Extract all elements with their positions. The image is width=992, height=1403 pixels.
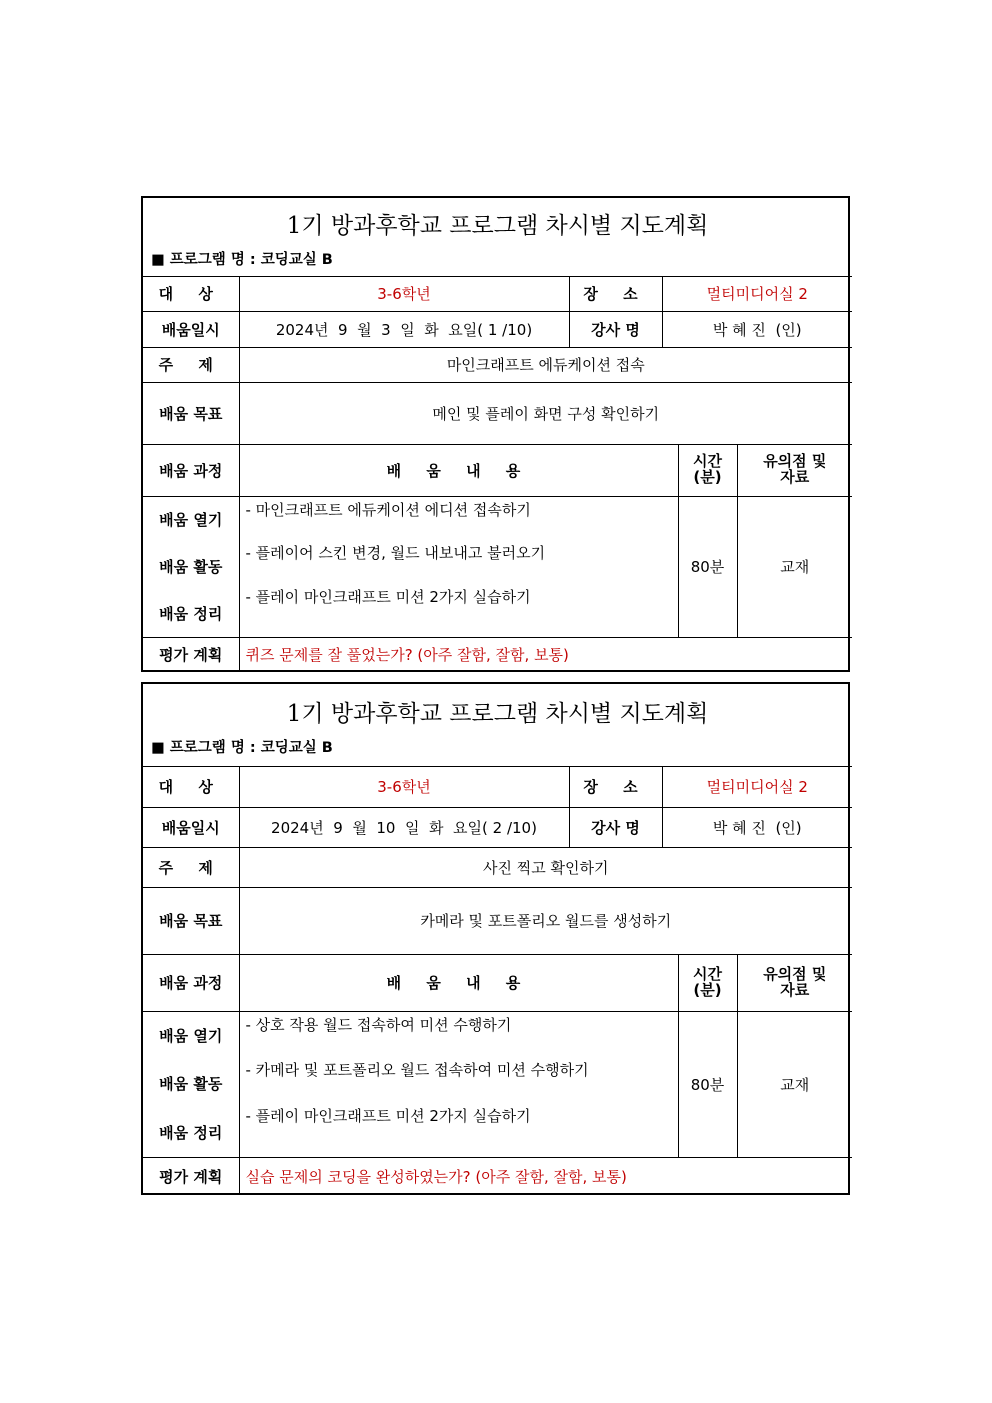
notes-value: 교재: [737, 496, 852, 637]
lesson-plan-table: [143, 198, 852, 671]
content-item: - 플레이 마인크래프트 미션 2가지 실습하기: [245, 587, 531, 606]
program-name: ■ 프로그램 명 : 코딩교실 B: [151, 251, 333, 268]
step-open: 배움 열기: [159, 511, 223, 530]
notes-label: 유의점 및 자료: [737, 954, 852, 1011]
content-item: - 플레이어 스킨 변경, 월드 내보내고 불러오기: [245, 544, 546, 562]
target-label: 대 상: [143, 766, 239, 807]
teacher-value: 박 혜 진 (인): [662, 311, 852, 347]
plan-title: 1기 방과후학교 프로그램 차시별 지도계획: [286, 700, 709, 727]
date-label: 배움일시: [143, 807, 239, 847]
place-value: 멀티미디어실 2: [662, 276, 852, 311]
plan-title: 1기 방과후학교 프로그램 차시별 지도계획: [286, 212, 709, 239]
goal-label: 배움 목표: [143, 887, 239, 954]
goal-value: 카메라 및 포트폴리오 월드를 생성하기: [239, 887, 852, 954]
content-item: - 상호 작용 월드 접속하여 미션 수행하기: [245, 1015, 512, 1034]
step-close: 배움 정리: [159, 604, 223, 623]
content-item: - 카메라 및 포트폴리오 월드 접속하여 미션 수행하기: [245, 1061, 589, 1079]
target-value: 3-6학년: [239, 276, 569, 311]
time-value: 80분: [678, 1011, 737, 1157]
teacher-label: 강사 명: [569, 807, 662, 847]
step-activity: 배움 활동: [159, 557, 223, 576]
subject-label: 주 제: [143, 847, 239, 887]
target-value: 3-6학년: [239, 766, 569, 807]
subject-value: 사진 찍고 확인하기: [239, 847, 852, 887]
step-activity: 배움 활동: [159, 1075, 223, 1094]
goal-value: 메인 및 플레이 화면 구성 확인하기: [239, 382, 852, 444]
date-value: 2024년 9 월 10 일 화 요일( 2 /10): [239, 807, 569, 847]
plan-header: [143, 684, 852, 766]
contents-items: [239, 496, 678, 637]
place-label: 장 소: [569, 276, 662, 311]
date-label: 배움일시: [143, 311, 239, 347]
evaluation-label: 평가 계획: [143, 1157, 239, 1195]
time-label: 시간 (분): [678, 954, 737, 1011]
process-label: 배움 과정: [143, 444, 239, 496]
lesson-plan-1: [141, 196, 850, 672]
contents-items: [239, 1011, 678, 1157]
notes-label: 유의점 및 자료: [737, 444, 852, 496]
teacher-value: 박 혜 진 (인): [662, 807, 852, 847]
date-value: 2024년 9 월 3 일 화 요일( 1 /10): [239, 311, 569, 347]
program-name: ■ 프로그램 명 : 코딩교실 B: [151, 739, 333, 756]
subject-label: 주 제: [143, 347, 239, 382]
notes-value: 교재: [737, 1011, 852, 1157]
step-close: 배움 정리: [159, 1123, 223, 1142]
process-steps: [143, 1011, 239, 1157]
evaluation-label: 평가 계획: [143, 637, 239, 671]
step-open: 배움 열기: [159, 1027, 223, 1046]
content-item: - 마인크래프트 에듀케이션 에디션 접속하기: [245, 500, 531, 519]
process-label: 배움 과정: [143, 954, 239, 1011]
process-steps: [143, 496, 239, 637]
time-value: 80분: [678, 496, 737, 637]
subject-value: 마인크래프트 에듀케이션 접속: [239, 347, 852, 382]
teacher-label: 강사 명: [569, 311, 662, 347]
target-label: 대 상: [143, 276, 239, 311]
evaluation-value: 실습 문제의 코딩을 완성하였는가? (아주 잘함, 잘함, 보통): [239, 1157, 852, 1195]
contents-label: 배 움 내 용: [239, 444, 678, 496]
content-item: - 플레이 마인크래프트 미션 2가지 실습하기: [245, 1106, 531, 1125]
evaluation-value: 퀴즈 문제를 잘 풀었는가? (아주 잘함, 잘함, 보통): [239, 637, 852, 671]
place-value: 멀티미디어실 2: [662, 766, 852, 807]
time-label: 시간 (분): [678, 444, 737, 496]
contents-label: 배 움 내 용: [239, 954, 678, 1011]
lesson-plan-table: [143, 684, 852, 1195]
goal-label: 배움 목표: [143, 382, 239, 444]
place-label: 장 소: [569, 766, 662, 807]
lesson-plan-2: [141, 682, 850, 1195]
plan-header: [143, 198, 852, 276]
